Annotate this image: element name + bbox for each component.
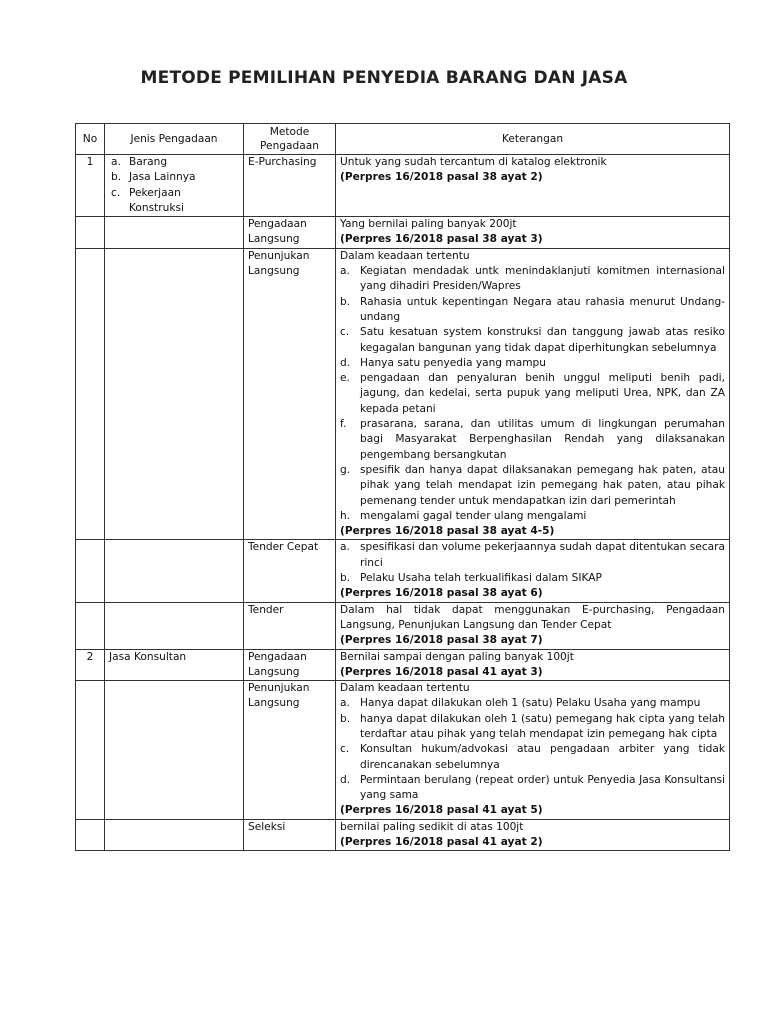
list-item xyxy=(340,325,725,356)
metode-pengadaan-cell: E-Purchasing xyxy=(244,155,336,217)
jenis-label: Pekerjaan Konstruksi xyxy=(129,186,184,214)
jenis-pengadaan-cell xyxy=(105,217,244,249)
list-marker: h. xyxy=(340,509,351,522)
condition-text: Hanya satu penyedia yang mampu xyxy=(360,356,546,369)
list-marker: a. xyxy=(340,265,350,278)
regulation-reference: (Perpres 16/2018 pasal 38 ayat 4-5) xyxy=(340,525,555,538)
jenis-pengadaan-cell xyxy=(105,540,244,602)
header-keterangan: Keterangan xyxy=(336,124,730,155)
condition-list xyxy=(340,696,725,803)
row-number xyxy=(76,540,105,602)
list-item xyxy=(340,509,725,524)
condition-text: Rahasia untuk kepentingan Negara atau rahasia menurut Undang-undang xyxy=(360,295,725,323)
metode-pengadaan-cell: Tender xyxy=(244,602,336,649)
condition-text: prasarana, sarana, dan utilitas umum di lingkungan perumahan bagi Masyarakat Berpenghasilan Rendah yang dilaksanakan pengembang bersangkutan xyxy=(360,418,725,461)
table-row xyxy=(76,681,730,820)
condition-text: spesifikasi dan volume pekerjaannya sudah dapat ditentukan secara rinci xyxy=(360,541,725,569)
list-marker: b. xyxy=(111,171,122,184)
regulation-reference: (Perpres 16/2018 pasal 41 ayat 3) xyxy=(340,665,543,678)
table-row xyxy=(76,248,730,540)
keterangan-cell xyxy=(336,602,730,649)
list-item xyxy=(340,417,725,463)
list-marker: e. xyxy=(340,372,350,385)
regulation-reference: (Perpres 16/2018 pasal 41 ayat 2) xyxy=(340,836,543,849)
row-number: 1 xyxy=(76,155,105,217)
jenis-pengadaan-cell xyxy=(105,819,244,851)
table-row xyxy=(76,217,730,249)
keterangan-cell xyxy=(336,649,730,681)
list-item xyxy=(340,356,725,371)
condition-text: mengalami gagal tender ulang mengalami xyxy=(360,509,587,522)
list-item xyxy=(340,371,725,417)
jenis-pengadaan-cell xyxy=(105,248,244,540)
regulation-reference: (Perpres 16/2018 pasal 38 ayat 3) xyxy=(340,233,543,246)
row-number xyxy=(76,819,105,851)
jenis-pengadaan-cell xyxy=(105,602,244,649)
condition-text: Hanya dapat dilakukan oleh 1 (satu) Pelaku Usaha yang mampu xyxy=(360,697,701,710)
procurement-table xyxy=(75,123,730,851)
condition-text: Konsultan hukum/advokasi atau pengadaan arbiter yang tidak direncanakan sebelumnya xyxy=(360,743,725,771)
list-item xyxy=(340,773,725,804)
list-item xyxy=(109,186,239,217)
condition-text: pengadaan dan penyaluran benih unggul meliputi benih padi, jagung, dan kedelai, serta pupuk yang meliputi Urea, NPK, dan ZA kepada petani xyxy=(360,372,725,415)
keterangan-intro: Bernilai sampai dengan paling banyak 100jt xyxy=(340,650,574,663)
jenis-label: Jasa Konsultan xyxy=(109,650,187,663)
condition-text: Kegiatan mendadak untk menindaklanjuti komitmen internasional yang dihadiri Presiden/Wapres xyxy=(360,265,725,293)
header-jenis-pengadaan: Jenis Pengadaan xyxy=(105,124,244,155)
row-number xyxy=(76,248,105,540)
table-header-row xyxy=(76,124,730,155)
list-item xyxy=(340,742,725,773)
keterangan-intro: Dalam keadaan tertentu xyxy=(340,249,470,262)
condition-text: hanya dapat dilakukan oleh 1 (satu) pemegang hak cipta yang telah terdaftar atau pihak yang telah mendapat izin pemegang hak cipta xyxy=(360,712,725,740)
row-number xyxy=(76,217,105,249)
list-marker: a. xyxy=(340,541,350,554)
keterangan-cell xyxy=(336,819,730,851)
jenis-list xyxy=(109,650,239,665)
list-item xyxy=(340,696,725,711)
metode-pengadaan-cell: Pengadaan Langsung xyxy=(244,217,336,249)
keterangan-intro: bernilai paling sedikit di atas 100jt xyxy=(340,820,524,833)
keterangan-intro: Yang bernilai paling banyak 200jt xyxy=(340,218,517,231)
keterangan-cell xyxy=(336,217,730,249)
list-marker: g. xyxy=(340,463,351,476)
regulation-reference: (Perpres 16/2018 pasal 38 ayat 2) xyxy=(340,171,543,184)
jenis-label: Barang xyxy=(129,156,168,168)
metode-pengadaan-cell: Tender Cepat xyxy=(244,540,336,602)
table-row xyxy=(76,155,730,217)
metode-pengadaan-cell: Pengadaan Langsung xyxy=(244,649,336,681)
list-marker: b. xyxy=(340,572,351,585)
list-item xyxy=(109,170,239,185)
list-marker: c. xyxy=(111,186,121,199)
table-row xyxy=(76,540,730,602)
condition-text: Pelaku Usaha telah terkualifikasi dalam SIKAP xyxy=(360,572,602,585)
list-marker: a. xyxy=(111,156,121,168)
list-marker: b. xyxy=(340,295,351,308)
row-number: 2 xyxy=(76,649,105,681)
regulation-reference: (Perpres 16/2018 pasal 38 ayat 6) xyxy=(340,587,543,600)
regulation-reference: (Perpres 16/2018 pasal 41 ayat 5) xyxy=(340,804,543,817)
table-row xyxy=(76,602,730,649)
list-item xyxy=(340,712,725,743)
list-marker: f. xyxy=(340,418,347,431)
list-item xyxy=(340,571,725,586)
keterangan-cell xyxy=(336,540,730,602)
regulation-reference: (Perpres 16/2018 pasal 38 ayat 7) xyxy=(340,634,543,647)
list-item xyxy=(340,463,725,509)
header-no: No xyxy=(76,124,105,155)
table-row xyxy=(76,819,730,851)
keterangan-intro: Untuk yang sudah tercantum di katalog elektronik xyxy=(340,156,607,168)
condition-text: spesifik dan hanya dapat dilaksanakan pemegang hak paten, atau pihak yang telah mendapat izin pemegang hak paten, atau pihak pemenang tender untuk mendapatkan izin dari pemerintah xyxy=(360,463,725,507)
jenis-pengadaan-cell xyxy=(105,649,244,681)
metode-pengadaan-cell: Penunjukan Langsung xyxy=(244,248,336,540)
keterangan-intro: Dalam hal tidak dapat menggunakan E-purchasing, Pengadaan Langsung, Penunjukan Langsung dan Tender Cepat xyxy=(340,603,725,631)
keterangan-cell xyxy=(336,681,730,820)
jenis-pengadaan-cell xyxy=(105,155,244,217)
list-marker: d. xyxy=(340,356,351,369)
jenis-label: Jasa Lainnya xyxy=(129,171,196,184)
jenis-list xyxy=(109,155,239,216)
list-item xyxy=(109,650,239,665)
condition-text: Satu kesatuan system konstruksi dan tanggung jawab atas resiko kegagalan bangunan yang tidak dapat diperhitungkan sebelumnya xyxy=(360,326,725,354)
keterangan-cell xyxy=(336,155,730,217)
header-metode-pengadaan: Metode Pengadaan xyxy=(244,124,336,155)
list-item xyxy=(340,540,725,571)
table-body xyxy=(76,155,730,851)
list-item xyxy=(109,155,239,170)
condition-list xyxy=(340,264,725,524)
row-number xyxy=(76,681,105,820)
list-marker: d. xyxy=(340,773,351,786)
list-marker: a. xyxy=(340,697,350,710)
condition-list xyxy=(340,540,725,586)
page-title: METODE PEMILIHAN PENYEDIA BARANG DAN JASA xyxy=(140,68,628,88)
list-marker: c. xyxy=(340,743,350,756)
metode-pengadaan-cell: Penunjukan Langsung xyxy=(244,681,336,820)
list-marker: b. xyxy=(340,712,351,725)
list-marker: c. xyxy=(340,326,350,339)
condition-text: Permintaan berulang (repeat order) untuk Penyedia Jasa Konsultansi yang sama xyxy=(360,773,725,802)
keterangan-intro: Dalam keadaan tertentu xyxy=(340,682,470,695)
table-row xyxy=(76,649,730,681)
list-item xyxy=(340,295,725,326)
row-number xyxy=(76,602,105,649)
list-item xyxy=(340,264,725,295)
jenis-pengadaan-cell xyxy=(105,681,244,820)
metode-pengadaan-cell: Seleksi xyxy=(244,819,336,851)
keterangan-cell xyxy=(336,248,730,540)
